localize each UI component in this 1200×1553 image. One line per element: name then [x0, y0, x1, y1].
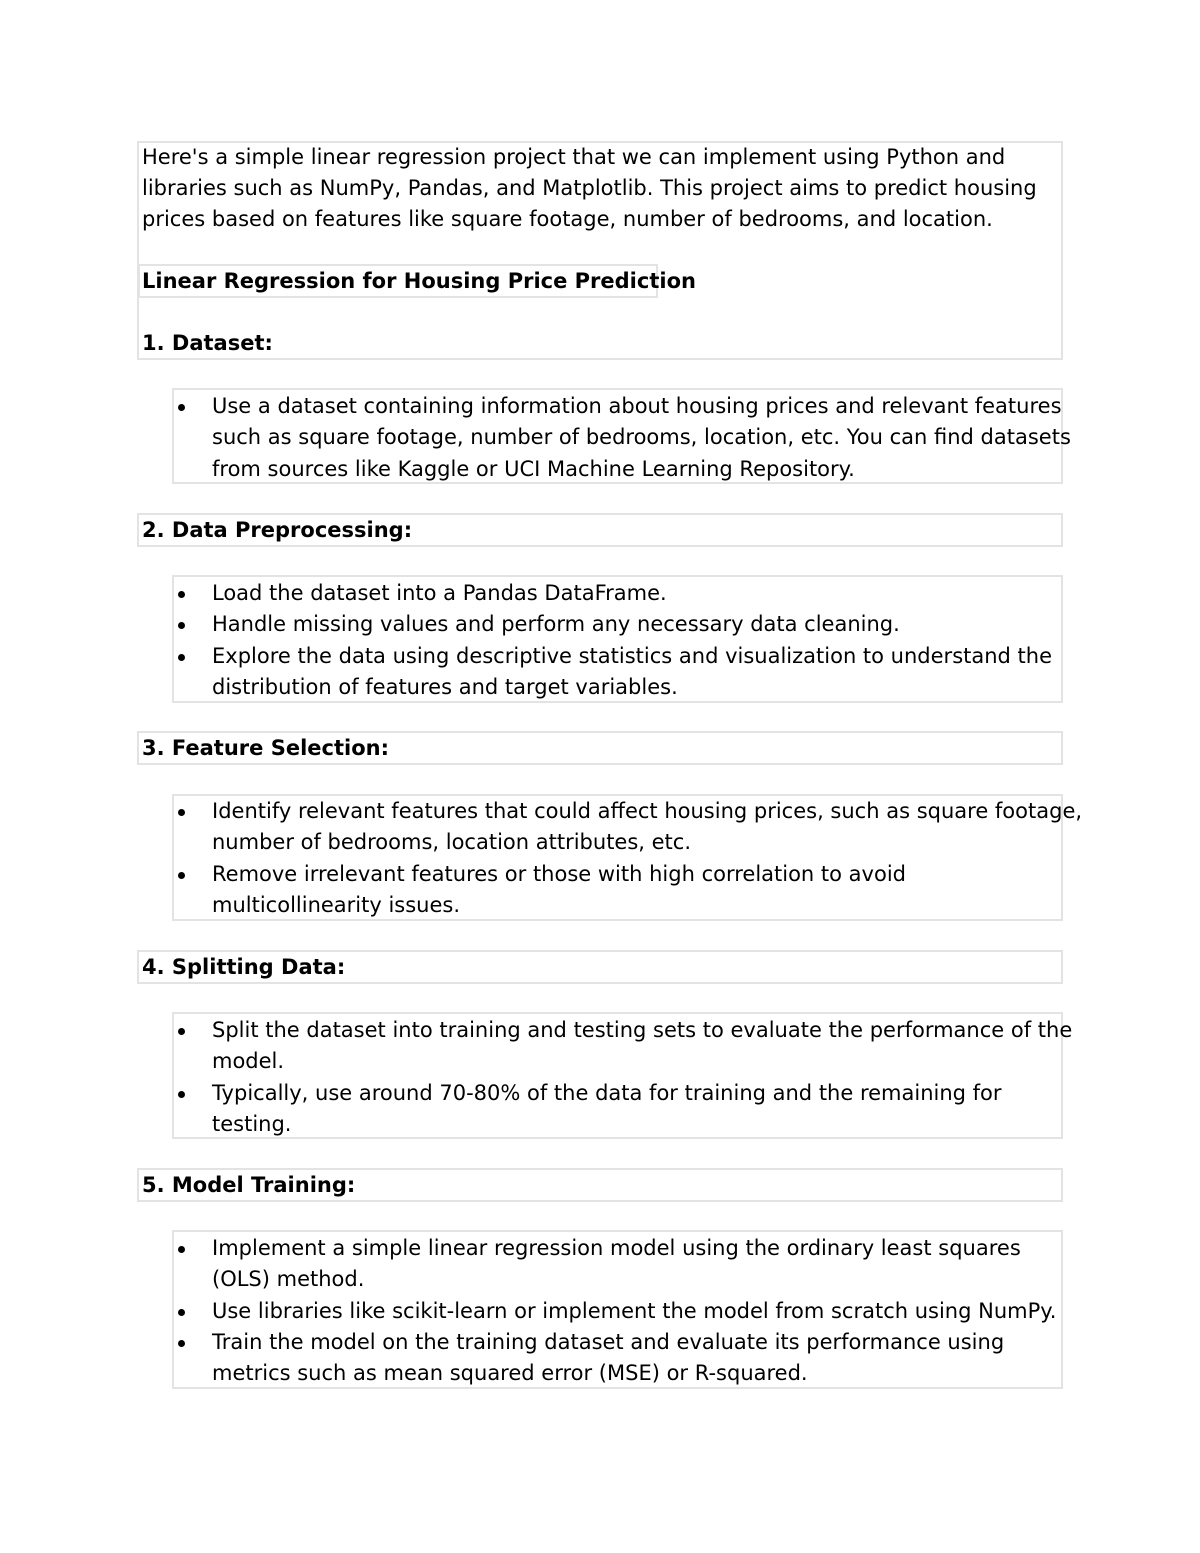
bullet-icon — [176, 1233, 186, 1264]
list-item: Use libraries like scikit-learn or implement the model from scratch using NumPy. — [176, 1296, 1056, 1327]
section-heading-preprocessing: 2. Data Preprocessing: — [142, 518, 413, 542]
list-item: Implement a simple linear regression model using the ordinary least squares (OLS) method. — [176, 1233, 1056, 1296]
bullet-icon — [176, 609, 186, 640]
feature-selection-list — [176, 796, 1082, 921]
list-item: Load the dataset into a Pandas DataFrame. — [176, 578, 1052, 609]
model-training-list — [176, 1233, 1056, 1389]
preprocessing-list — [176, 578, 1052, 703]
bullet-icon — [176, 391, 186, 422]
bullet-icon — [176, 1327, 186, 1358]
bullet-icon — [176, 578, 186, 609]
list-item: Use a dataset containing information about housing prices and relevant features such as square footage, number of bedrooms, location, etc. You can find datasets from sources like Kaggle or UCI Machine Learning Repository. — [176, 391, 1071, 485]
dataset-list — [176, 391, 1071, 485]
list-item: Train the model on the training dataset and evaluate its performance using metrics such as mean squared error (MSE) or R-squared. — [176, 1327, 1056, 1390]
section-heading-model-training: 5. Model Training: — [142, 1173, 356, 1197]
bullet-icon — [176, 859, 186, 890]
bullet-icon — [176, 1296, 186, 1327]
intro-line: libraries such as NumPy, Pandas, and Matplotlib. This project aims to predict housing — [142, 176, 1037, 200]
bullet-icon — [176, 641, 186, 672]
list-item: Remove irrelevant features or those with high correlation to avoid multicollinearity issues. — [176, 859, 1082, 922]
list-item: Typically, use around 70-80% of the data for training and the remaining for testing. — [176, 1078, 1072, 1141]
bullet-icon — [176, 1015, 186, 1046]
list-item: Identify relevant features that could affect housing prices, such as square footage, number of bedrooms, location attributes, etc. — [176, 796, 1082, 859]
section-heading-feature-selection: 3. Feature Selection: — [142, 736, 389, 760]
bullet-icon — [176, 796, 186, 827]
intro-paragraph — [142, 142, 1037, 235]
list-item: Handle missing values and perform any necessary data cleaning. — [176, 609, 1052, 640]
section-heading-splitting: 4. Splitting Data: — [142, 955, 346, 979]
splitting-list — [176, 1015, 1072, 1140]
list-item: Split the dataset into training and testing sets to evaluate the performance of the model. — [176, 1015, 1072, 1078]
bullet-icon — [176, 1078, 186, 1109]
list-item: Explore the data using descriptive statistics and visualization to understand the distribution of features and target variables. — [176, 641, 1052, 704]
document-title: Linear Regression for Housing Price Prediction — [142, 269, 696, 293]
intro-line: prices based on features like square footage, number of bedrooms, and location. — [142, 207, 993, 231]
section-heading-dataset: 1. Dataset: — [142, 331, 273, 355]
intro-line: Here's a simple linear regression project that we can implement using Python and — [142, 145, 1006, 169]
